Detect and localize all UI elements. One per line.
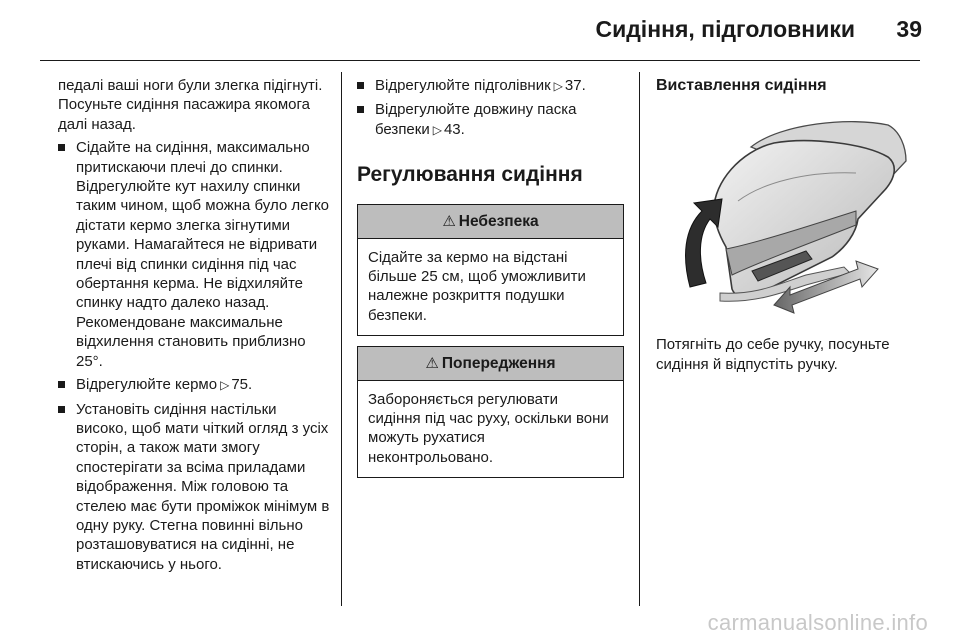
warning-box-title: Попередження bbox=[441, 355, 556, 373]
bullet-list bbox=[58, 138, 330, 574]
list-item bbox=[58, 375, 330, 395]
bullet-list bbox=[357, 76, 624, 140]
subsection-heading: Виставлення сидіння bbox=[656, 77, 827, 94]
warning-triangle-icon: ⚠ bbox=[442, 213, 456, 231]
column-divider-left bbox=[341, 72, 342, 606]
reference-arrow-icon: ▷ bbox=[432, 122, 442, 137]
danger-box-header bbox=[358, 205, 623, 238]
seat-adjustment-illustration bbox=[656, 107, 918, 317]
danger-box-body: Сідайте за кермо на відстані більше 25 см, щоб уможливити належне розкриття подушки безпеки. bbox=[368, 248, 586, 324]
warning-box-header bbox=[358, 347, 623, 380]
bullet-text: Сідайте на сидіння, максимально притискаючи плечі до спинки. Відрегулюйте кут нахилу спинки таким чином, щоб можна було легко дістати кермо злегка зігнутими руками. Намагайтеся не відривати плечі від спинки сидіння під час обертання керма. Не відхиляйте спинку надто далеко назад. Рекомендоване максимальне відхилення становить приблизно 25°. bbox=[76, 139, 330, 370]
pull-up-arrow-icon bbox=[686, 199, 722, 287]
bullet-text: Відрегулюйте довжину паска безпеки bbox=[375, 101, 577, 138]
list-item bbox=[357, 76, 624, 96]
figure-caption: Потягніть до себе ручку, посуньте сидіння й відпустіть ручку. bbox=[656, 336, 890, 373]
page-reference-link[interactable]: 37. bbox=[564, 77, 586, 94]
bullet-square-icon bbox=[58, 144, 65, 151]
bullet-square-icon bbox=[357, 82, 364, 89]
bullet-text: Відрегулюйте кермо bbox=[76, 376, 218, 394]
warning-box-body: Забороняється регулювати сидіння під час руху, оскільки вони можуть рухатися неконтрольовано. bbox=[368, 390, 609, 466]
bullet-text: Відрегулюйте підголівник bbox=[375, 77, 551, 94]
danger-box-title: Небезпека bbox=[458, 213, 539, 231]
list-item bbox=[357, 100, 624, 140]
page-header-title: Сидіння, підголовники bbox=[595, 16, 855, 42]
danger-box bbox=[357, 204, 624, 336]
column-1 bbox=[58, 76, 330, 574]
list-item bbox=[58, 138, 330, 371]
header-divider bbox=[40, 60, 920, 61]
column-2 bbox=[357, 76, 624, 488]
reference-arrow-icon: ▷ bbox=[220, 378, 230, 393]
intro-paragraph: педалі ваші ноги були злегка підігнуті. Посуньте сидіння пасажира якомога далі назад. bbox=[58, 77, 323, 133]
bullet-text: Установіть сидіння настільки високо, щоб мати чіткий огляд з усіх сторін, а також мати змогу спостерігати за всіма приладами відображення. Між головою та стелею має бути проміжок мінімум в одну руку. Стегна повинні вільно розташовуватися на сидінні, не втискаючись у нього. bbox=[76, 400, 330, 573]
warning-box bbox=[357, 346, 624, 478]
column-3 bbox=[656, 76, 918, 374]
page-reference-link[interactable]: 75. bbox=[231, 376, 253, 394]
page-number: 39 bbox=[896, 16, 922, 42]
watermark: carmanualsonline.info bbox=[707, 610, 928, 635]
bullet-square-icon bbox=[357, 106, 364, 113]
reference-arrow-icon: ▷ bbox=[553, 79, 563, 93]
column-divider-right bbox=[639, 72, 640, 606]
page-reference-link[interactable]: 43. bbox=[443, 120, 465, 138]
bullet-square-icon bbox=[58, 406, 65, 413]
list-item bbox=[58, 400, 330, 575]
section-heading: Регулювання сидіння bbox=[357, 163, 583, 187]
warning-triangle-icon: ⚠ bbox=[425, 355, 439, 373]
bullet-square-icon bbox=[58, 381, 65, 388]
